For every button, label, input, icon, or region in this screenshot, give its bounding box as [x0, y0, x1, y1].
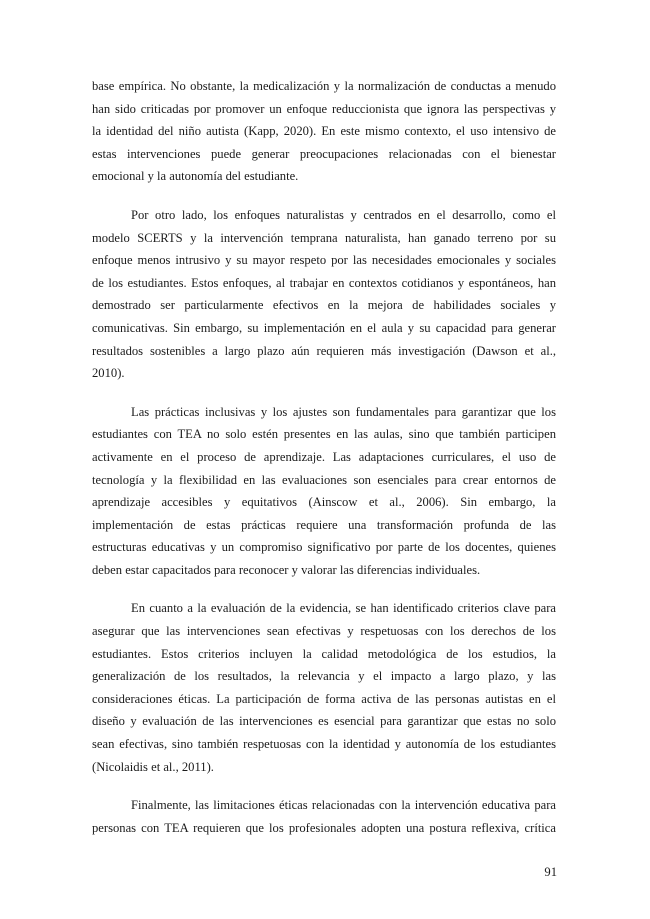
paragraph: [92, 75, 556, 188]
text-line: emocional y la autonomía del estudiante.: [92, 169, 299, 184]
text-line: asegurar que las intervenciones sean efectivas y respetuosas con los derechos de los: [92, 624, 556, 639]
text-line: tecnología y la flexibilidad en las evaluaciones son esenciales para crear entornos de: [92, 472, 556, 487]
paragraph: [92, 401, 556, 582]
text-line: aprendizaje accesibles y equitativos (Ainscow et al., 2006). Sin embargo, la: [92, 495, 556, 510]
text-line: (Nicolaidis et al., 2011).: [92, 759, 214, 774]
text-line: Por otro lado, los enfoques naturalistas y centrados en el desarrollo, como el: [131, 207, 556, 222]
text-line: modelo SCERTS y la intervención temprana naturalista, han ganado terreno por su: [92, 230, 556, 245]
text-line: enfoque menos intrusivo y su mayor respeto por las necesidades emocionales y sociales: [92, 253, 556, 268]
text-line: estudiantes. Estos criterios incluyen la calidad metodológica de los estudios, la: [92, 646, 556, 661]
text-line: han sido criticadas por promover un enfoque reduccionista que ignora las perspectivas y: [92, 101, 556, 116]
paragraph: [92, 204, 556, 385]
page-number: 91: [544, 865, 557, 879]
text-line: En cuanto a la evaluación de la evidencia, se han identificado criterios clave para: [131, 601, 556, 616]
paragraph: [92, 794, 556, 839]
text-line: generalización de los resultados, la relevancia y el impacto a largo plazo, y las: [92, 669, 556, 684]
text-line: estudiantes con TEA no solo estén presentes en las aulas, sino que también participen: [92, 427, 556, 442]
text-line: comunicativas. Sin embargo, su implementación en el aula y su capacidad para generar: [92, 320, 556, 335]
text-line: estructuras educativas y un compromiso significativo por parte de los docentes, quienes: [92, 540, 556, 555]
body-text: [92, 75, 556, 855]
text-line: activamente en el proceso de aprendizaje. Las adaptaciones curriculares, el uso de: [92, 449, 556, 464]
text-line: la identidad del niño autista (Kapp, 2020). En este mismo contexto, el uso intensivo de: [92, 124, 556, 139]
text-line: deben estar capacitados para reconocer y valorar las diferencias individuales.: [92, 562, 481, 577]
text-line: Finalmente, las limitaciones éticas relacionadas con la intervención educativa para: [131, 798, 556, 813]
text-line: personas con TEA requieren que los profesionales adopten una postura reflexiva, crítica: [92, 820, 556, 835]
text-line: de los estudiantes. Estos enfoques, al trabajar en contextos cotidianos y espontáneos, han: [92, 275, 556, 290]
text-line: Las prácticas inclusivas y los ajustes son fundamentales para garantizar que los: [131, 404, 556, 419]
text-line: 2010).: [92, 366, 125, 381]
text-line: resultados sostenibles a largo plazo aún requieren más investigación (Dawson et al.,: [92, 343, 556, 358]
text-line: base empírica. No obstante, la medicalización y la normalización de conductas a menudo: [92, 79, 556, 93]
text-line: demostrado ser particularmente efectivos en la mejora de habilidades sociales y: [92, 298, 556, 313]
paragraph: [92, 597, 556, 778]
text-line: sean efectivas, sino también respetuosas con la identidad y autonomía de los estudiantes: [92, 737, 556, 752]
text-line: implementación de estas prácticas requiere una transformación profunda de las: [92, 517, 556, 532]
text-line: consideraciones éticas. La participación de forma activa de las personas autistas en el: [92, 691, 556, 706]
text-line: diseño y evaluación de las intervenciones es esencial para garantizar que estas no solo: [92, 714, 556, 729]
text-line: estas intervenciones puede generar preocupaciones relacionadas con el bienestar: [92, 146, 556, 161]
